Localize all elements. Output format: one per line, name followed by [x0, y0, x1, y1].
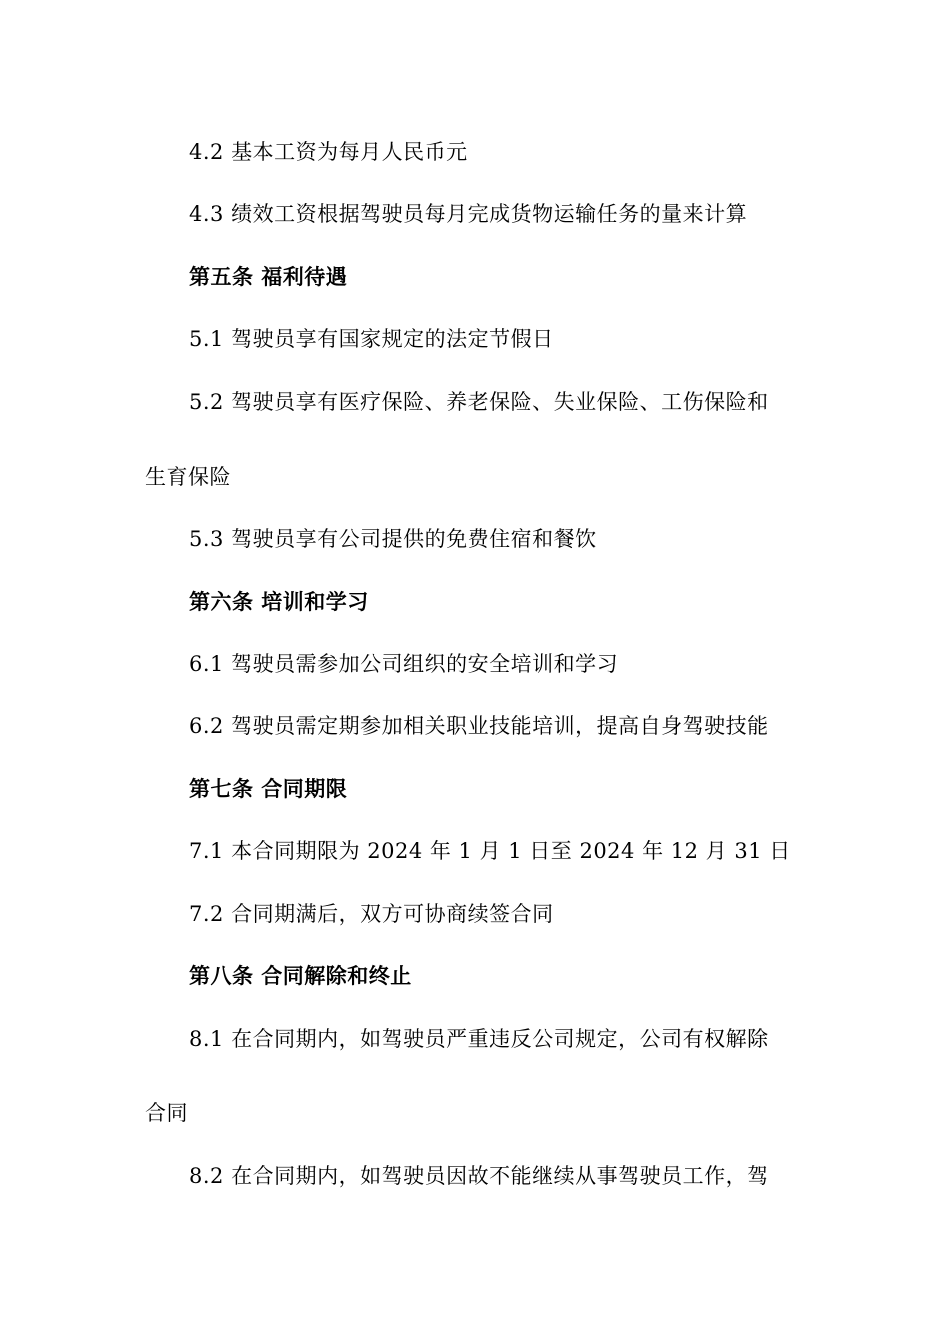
clause-8-2: 8.2 在合同期内，如驾驶员因故不能继续从事驾驶员工作，驾	[189, 1164, 769, 1188]
clause-6-2: 6.2 驾驶员需定期参加相关职业技能培训，提高自身驾驶技能	[189, 714, 769, 738]
clause-8-1: 8.1 在合同期内，如驾驶员严重违反公司规定，公司有权解除	[189, 1027, 769, 1051]
clause-4-2: 4.2 基本工资为每月人民币元	[189, 140, 468, 164]
article-8-heading: 第八条 合同解除和终止	[189, 964, 412, 988]
article-5-heading: 第五条 福利待遇	[189, 265, 348, 289]
clause-8-1-continued: 合同	[145, 1101, 188, 1125]
clause-7-2: 7.2 合同期满后，双方可协商续签合同	[189, 902, 554, 926]
clause-6-1: 6.1 驾驶员需参加公司组织的安全培训和学习	[189, 652, 619, 676]
clause-5-3: 5.3 驾驶员享有公司提供的免费住宿和餐饮	[189, 527, 597, 551]
clause-7-1: 7.1 本合同期限为 2024 年 1 月 1 日至 2024 年 12 月 31 日	[189, 839, 791, 863]
clause-5-1: 5.1 驾驶员享有国家规定的法定节假日	[189, 327, 554, 351]
clause-4-3: 4.3 绩效工资根据驾驶员每月完成货物运输任务的量来计算	[189, 202, 748, 226]
article-6-heading: 第六条 培训和学习	[189, 590, 369, 614]
clause-5-2-continued: 生育保险	[145, 465, 231, 489]
clause-5-2: 5.2 驾驶员享有医疗保险、养老保险、失业保险、工伤保险和	[189, 390, 769, 414]
article-7-heading: 第七条 合同期限	[189, 777, 348, 801]
